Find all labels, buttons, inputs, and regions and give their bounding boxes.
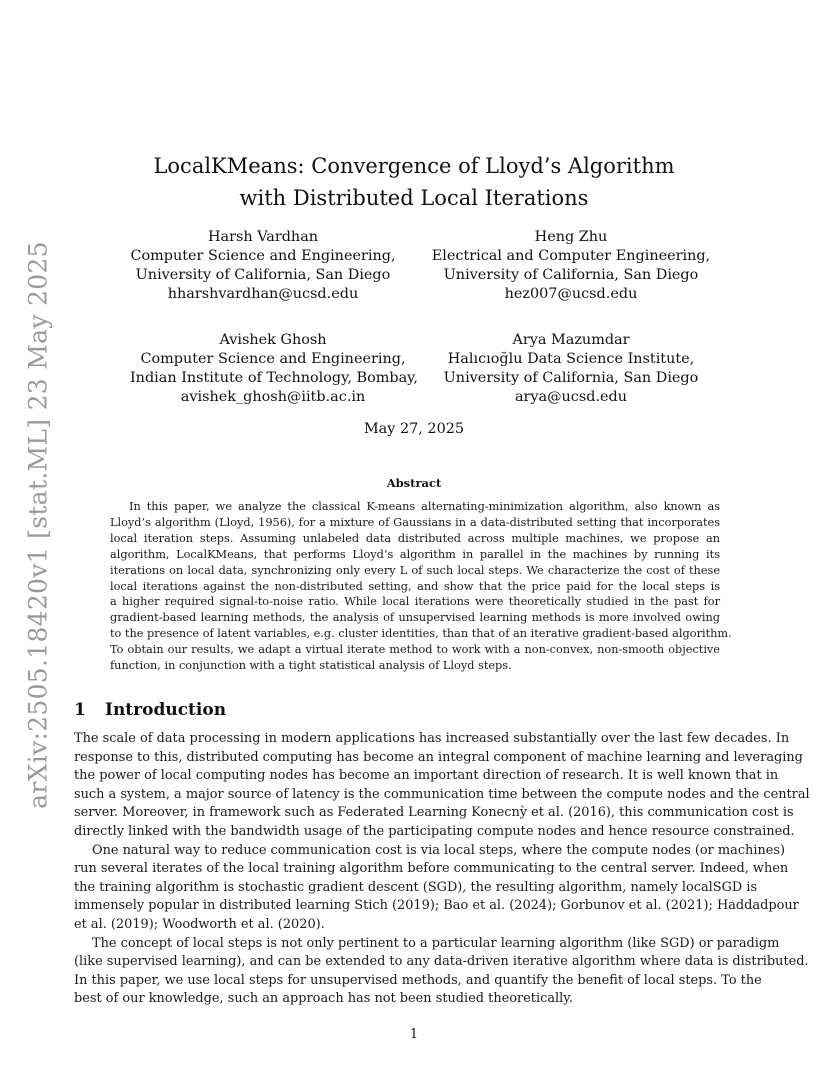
body-line: run several iterates of the local training algorithm before communicating to the central server. Indeed, when [74,861,789,877]
author-block-3 [130,331,416,407]
body-line: immensely popular in distributed learning Stich (2019); Bao et al. (2024); Gorbunov et al. (2021); Haddadpour [74,898,799,914]
body-line: the training algorithm is stochastic gradient descent (SGD), the resulting algorithm, namely localSGD is [74,879,758,895]
abstract-line: gradient-based learning methods, the analysis of unsupervised learning methods is more involved owing [110,611,720,625]
author-block-1 [130,228,396,304]
author-email: hharshvardhan@ucsd.edu [167,286,359,302]
abstract-line: iterations on local data, synchronizing only every L of such local steps. We characterize the cost of these [110,563,720,577]
body-line: The scale of data processing in modern applications has increased substantially over the last few decades. In [74,731,790,746]
author-name: Heng Zhu [534,229,608,245]
author-block-4 [436,331,706,407]
abstract-body [110,499,732,674]
abstract-line: function, in conjunction with a tight statistical analysis of Lloyd steps. [110,659,512,673]
abstract-line: Lloyd’s algorithm (Lloyd, 1956), for a mixture of Gaussians in a data-distributed setting that incorporates [110,515,720,529]
body-line: directly linked with the bandwidth usage of the participating compute nodes and hence resource constrained. [74,823,795,839]
paper-title-line-2: with Distributed Local Iterations [239,186,589,210]
paper-title-line-1: LocalKMeans: Convergence of Lloyd’s Algorithm [153,154,675,178]
body-line: best of our knowledge, such an approach has not been studied theoretically. [74,991,573,1007]
abstract-line: algorithm, LocalKMeans, that performs Lloyd’s algorithm in parallel in the machines by running its [110,547,720,561]
abstract-line: To obtain our results, we adapt a virtual iterate method to work with a non-convex, non-smooth objective [110,643,720,657]
author-name: Avishek Ghosh [219,332,327,348]
author-affiliation: Halıcıoğlu Data Science Institute, [447,351,695,367]
author-name: Harsh Vardhan [207,229,319,245]
author-affiliation: University of California, San Diego [135,267,391,283]
body-line: et al. (2019); Woodworth et al. (2020). [74,916,325,932]
author-affiliation: Electrical and Computer Engineering, [431,248,711,264]
page-number: 1 [409,1027,419,1042]
body-line: such a system, a major source of latency is the communication time between the compute nodes and the central [74,786,810,802]
author-block-2 [418,228,724,304]
author-affiliation: University of California, San Diego [443,370,699,386]
author-email: arya@ucsd.edu [514,389,628,405]
author-affiliation: Computer Science and Engineering, [140,351,406,367]
paper-date: May 27, 2025 [363,421,465,437]
section-heading [74,700,226,720]
abstract-line: to the presence of latent variables, e.g. cluster identities, than that of an iterative gradient-based algorithm. [110,627,732,641]
body-line: In this paper, we use local steps for unsupervised methods, and quantify the benefit of local steps. To the [74,972,762,988]
body-line: response to this, distributed computing has become an integral component of machine learning and leveraging [74,749,803,765]
author-email: hez007@ucsd.edu [504,286,638,302]
body-line: the power of local computing nodes has become an important direction of research. It is well known that in [74,768,779,784]
abstract-heading: Abstract [386,476,442,490]
body-line: One natural way to reduce communication cost is via local steps, where the compute nodes (or machines) [92,842,786,858]
arxiv-identifier-stamp [18,241,58,809]
abstract-line: local iterations against the non-distributed setting, and show that the price paid for the local steps is [110,579,720,593]
introduction-body [74,730,810,1009]
abstract-line: In this paper, we analyze the classical K-means alternating-minimization algorithm, also known as [129,500,720,513]
paper-title [0,150,828,214]
author-affiliation: Computer Science and Engineering, [130,248,396,264]
section-title: Introduction [105,700,227,720]
body-line: server. Moreover, in framework such as Federated Learning Konecnỳ et al. (2016), this communication cost is [74,805,794,821]
body-line: The concept of local steps is not only pertinent to a particular learning algorithm (like SGD) or paradigm [92,935,780,951]
body-line: (like supervised learning), and can be extended to any data-driven iterative algorithm where data is distributed. [74,954,809,970]
author-email: avishek_ghosh@iitb.ac.in [180,389,366,405]
author-affiliation: Indian Institute of Technology, Bombay, [130,370,418,386]
section-number: 1 [74,700,86,720]
arxiv-identifier-text: arXiv:2505.18420v1 [stat.ML] 23 May 2025 [23,241,53,809]
abstract-line: local iteration steps. Assuming unlabeled data distributed across multiple machines, we propose an [110,531,720,545]
abstract-line: a higher required signal-to-noise ratio. While local iterations were theoretically studied in the past for [110,595,720,609]
author-name: Arya Mazumdar [512,332,630,348]
author-affiliation: University of California, San Diego [443,267,699,283]
